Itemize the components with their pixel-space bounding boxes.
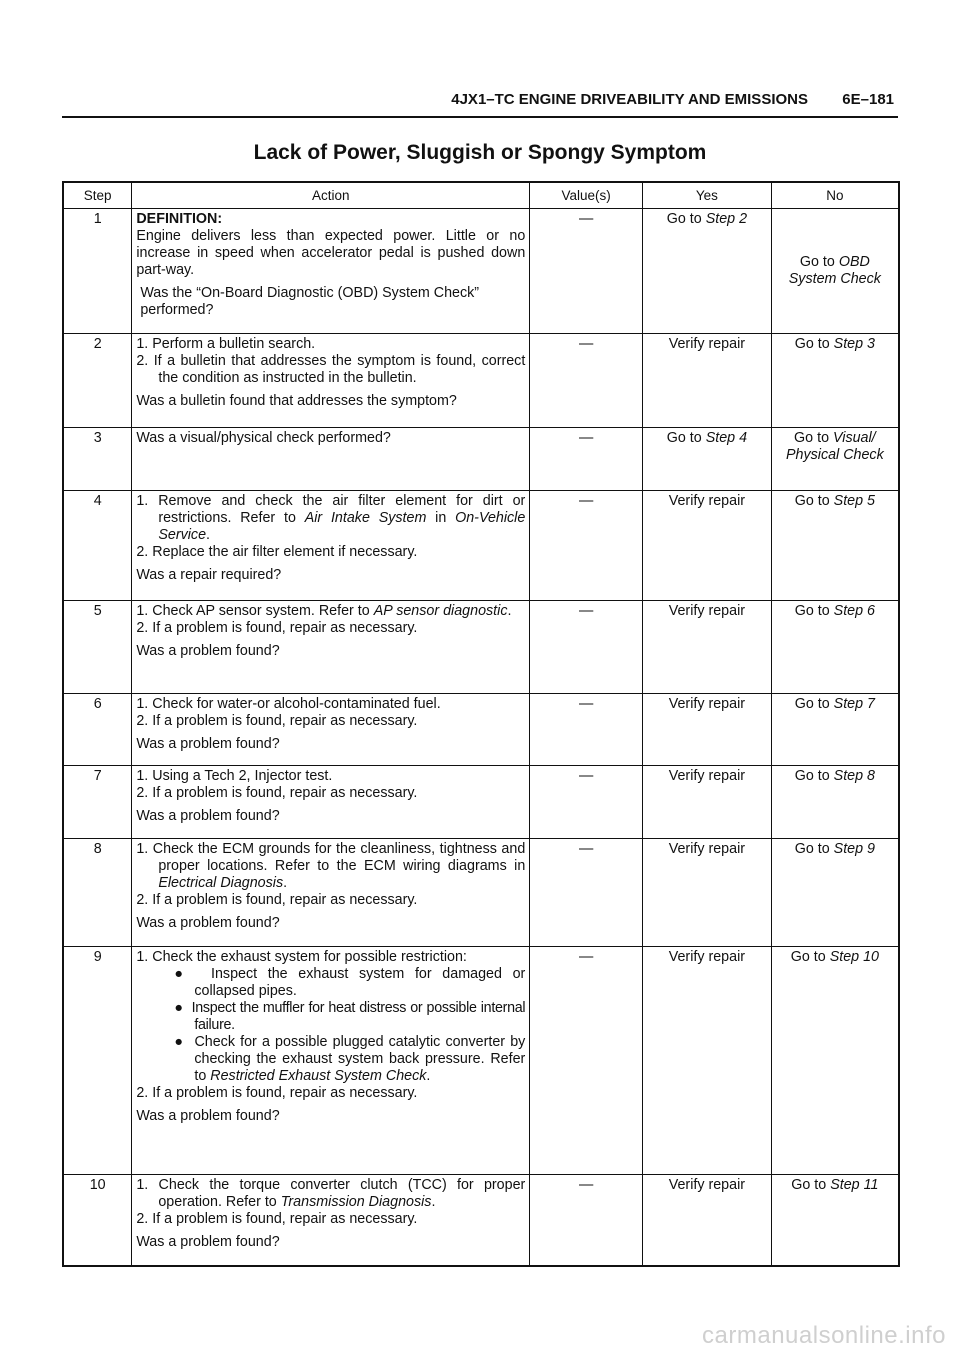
step-link[interactable]: Step 4 bbox=[705, 430, 748, 446]
table-row bbox=[63, 947, 899, 1175]
yes-cell: Verify repair bbox=[643, 839, 772, 947]
yes-cell: Verify repair bbox=[643, 947, 772, 1175]
go-to-label: Go to bbox=[794, 430, 830, 446]
go-to-label: Go to bbox=[794, 603, 830, 619]
table-row bbox=[63, 428, 899, 491]
no-cell bbox=[771, 209, 899, 334]
action-item: 1. Remove and check the air filter element for dirt or restrictions. Refer to Air Intake System in On-Vehicle Service. bbox=[136, 493, 526, 543]
value-cell: — bbox=[530, 947, 643, 1175]
column-header-step: Step bbox=[63, 182, 132, 209]
table-header-row bbox=[63, 182, 899, 209]
watermark: carmanualsonline.info bbox=[702, 1322, 946, 1349]
table-row bbox=[63, 694, 899, 766]
yes-cell bbox=[643, 428, 772, 491]
yes-cell: Verify repair bbox=[643, 1175, 772, 1266]
page-title: Lack of Power, Sluggish or Spongy Symptom bbox=[253, 141, 707, 164]
action-item: 2. If a bulletin that addresses the symptom is found, correct the condition as instructed in the bulletin. bbox=[136, 353, 526, 386]
action-item: 1. Check the torque converter clutch (TCC) for proper operation. Refer to Transmission Diagnosis. bbox=[136, 1177, 526, 1210]
go-to-label: Go to bbox=[666, 211, 702, 227]
question: Was a visual/physical check performed? bbox=[136, 430, 391, 446]
action-item: 1. Check the ECM grounds for the cleanliness, tightness and proper locations. Refer to the ECM wiring diagrams in Electrical Diagnosis. bbox=[136, 841, 526, 891]
action-item: 1. Check for water-or alcohol-contaminated fuel. bbox=[136, 696, 441, 712]
go-to-label: Go to bbox=[666, 430, 702, 446]
go-to-label: Go to bbox=[794, 336, 830, 352]
bullet-text: Inspect the exhaust system for damaged or collapsed pipes. bbox=[194, 966, 526, 999]
question: Was a repair required? bbox=[136, 567, 282, 583]
step-number: 8 bbox=[63, 839, 132, 947]
no-cell bbox=[771, 1175, 899, 1266]
reference-link[interactable]: Electrical Diagnosis bbox=[158, 875, 284, 891]
value-cell: — bbox=[530, 766, 643, 839]
go-to-label: Go to bbox=[794, 493, 830, 509]
question: Was a bulletin found that addresses the symptom? bbox=[136, 393, 457, 409]
table-row bbox=[63, 209, 899, 334]
action-cell bbox=[132, 1175, 530, 1266]
definition-text: Engine delivers less than expected power. Little or no increase in speed when accelerator pedal is pushed down part-way. bbox=[136, 228, 526, 278]
page-header bbox=[62, 88, 898, 118]
no-cell bbox=[771, 766, 899, 839]
table-row bbox=[63, 766, 899, 839]
question: Was a problem found? bbox=[136, 736, 280, 752]
question: Was a problem found? bbox=[136, 915, 280, 931]
value-cell: — bbox=[530, 428, 643, 491]
go-to-label: Go to bbox=[790, 949, 826, 965]
action-item: 2. If a problem is found, repair as necessary. bbox=[136, 785, 418, 801]
bullet-icon: ● bbox=[174, 1000, 184, 1016]
action-item: 1. Check the exhaust system for possible restriction: bbox=[136, 949, 467, 965]
go-to-label: Go to bbox=[799, 253, 835, 270]
action-cell bbox=[132, 334, 530, 428]
yes-cell: Verify repair bbox=[643, 334, 772, 428]
action-text: 1. Check the ECM grounds for the cleanliness, tightness and proper locations. Refer to the ECM wiring diagrams in bbox=[136, 841, 526, 874]
table-row bbox=[63, 491, 899, 601]
bullet-item bbox=[136, 1000, 525, 1034]
table-row bbox=[63, 839, 899, 947]
action-text: 1. Check AP sensor system. Refer to bbox=[136, 603, 370, 619]
action-cell bbox=[132, 947, 530, 1175]
action-cell bbox=[132, 209, 530, 334]
value-cell: — bbox=[530, 694, 643, 766]
step-link[interactable]: Step 10 bbox=[829, 949, 879, 965]
reference-link[interactable]: AP sensor diagnostic bbox=[373, 603, 508, 619]
action-item: 2. If a problem is found, repair as necessary. bbox=[136, 713, 418, 729]
action-cell bbox=[132, 839, 530, 947]
column-header-values: Value(s) bbox=[530, 182, 643, 209]
bullet-text: Inspect the muffler for heat distress or possible internal failure. bbox=[191, 1000, 526, 1033]
step-number: 2 bbox=[63, 334, 132, 428]
action-item: 1. Perform a bulletin search. bbox=[136, 336, 316, 352]
yes-cell: Verify repair bbox=[643, 491, 772, 601]
no-cell bbox=[771, 334, 899, 428]
no-cell bbox=[771, 947, 899, 1175]
step-link[interactable]: Step 9 bbox=[833, 841, 875, 857]
value-cell: — bbox=[530, 209, 643, 334]
yes-cell: Verify repair bbox=[643, 694, 772, 766]
action-item: 2. Replace the air filter element if necessary. bbox=[136, 544, 418, 560]
reference-link[interactable]: Restricted Exhaust System Check bbox=[210, 1068, 427, 1084]
step-number: 9 bbox=[63, 947, 132, 1175]
step-number: 4 bbox=[63, 491, 132, 601]
step-number: 1 bbox=[93, 211, 102, 227]
bullet-icon: ● bbox=[174, 1034, 185, 1050]
yes-cell bbox=[643, 209, 772, 334]
question: Was the “On-Board Diagnostic (OBD) System Check” performed? bbox=[140, 285, 480, 318]
go-to-label: Go to bbox=[794, 696, 830, 712]
yes-cell: Verify repair bbox=[643, 766, 772, 839]
table-row bbox=[63, 601, 899, 694]
value-cell: — bbox=[530, 839, 643, 947]
step-link[interactable]: Step 11 bbox=[830, 1177, 879, 1193]
bullet-item bbox=[136, 966, 525, 1000]
action-cell bbox=[132, 428, 530, 491]
step-link[interactable]: Step 8 bbox=[833, 768, 875, 784]
question: Was a problem found? bbox=[136, 1234, 280, 1250]
obd-check-link[interactable]: OBD System Check bbox=[788, 253, 881, 287]
value-cell: — bbox=[530, 601, 643, 694]
action-item: 1. Using a Tech 2, Injector test. bbox=[136, 768, 333, 784]
go-to-label: Go to bbox=[791, 1177, 827, 1193]
reference-link[interactable]: Transmission Diagnosis bbox=[280, 1194, 432, 1210]
no-cell bbox=[771, 839, 899, 947]
step-link[interactable]: Step 5 bbox=[833, 493, 875, 509]
bullet-item: ● Check for a possible plugged catalytic converter by checking the exhaust system back pressure. Refer to Restricted Exhaust System Check. bbox=[174, 1034, 526, 1084]
step-number: 3 bbox=[63, 428, 132, 491]
reference-link[interactable]: Air Intake System bbox=[304, 510, 427, 526]
bullet-icon: ● bbox=[174, 966, 190, 982]
action-text: 1. Remove and check the air filter element for dirt or restrictions. Refer to bbox=[136, 493, 526, 526]
action-item: 2. If a problem is found, repair as necessary. bbox=[136, 620, 418, 636]
action-item: 2. If a problem is found, repair as necessary. bbox=[136, 1085, 418, 1101]
action-cell bbox=[132, 766, 530, 839]
column-header-no: No bbox=[771, 182, 899, 209]
question: Was a problem found? bbox=[136, 1108, 280, 1124]
action-cell bbox=[132, 601, 530, 694]
step-link[interactable]: Step 7 bbox=[833, 696, 875, 712]
step-link[interactable]: Step 2 bbox=[705, 211, 748, 227]
action-item: 2. If a problem is found, repair as necessary. bbox=[136, 1211, 418, 1227]
section-title: 4JX1–TC ENGINE DRIVEABILITY AND EMISSIONS bbox=[451, 91, 808, 108]
action-cell bbox=[132, 694, 530, 766]
table-row bbox=[63, 334, 899, 428]
action-text: 1. Check the torque converter clutch (TCC) for proper operation. Refer to bbox=[136, 1177, 526, 1210]
action-cell bbox=[132, 491, 530, 601]
value-cell: — bbox=[530, 1175, 643, 1266]
question: Was a problem found? bbox=[136, 643, 280, 659]
value-cell: — bbox=[530, 334, 643, 428]
table-row bbox=[63, 1175, 899, 1266]
action-item: 1. Check AP sensor system. Refer to AP sensor diagnostic. bbox=[136, 603, 512, 619]
page-number: 6E–181 bbox=[842, 91, 894, 108]
step-number: 5 bbox=[63, 601, 132, 694]
question: Was a problem found? bbox=[136, 808, 280, 824]
no-cell bbox=[771, 601, 899, 694]
action-text: in bbox=[435, 510, 447, 526]
no-cell bbox=[771, 491, 899, 601]
go-to-label: Go to bbox=[794, 768, 830, 784]
step-link[interactable]: Step 3 bbox=[833, 336, 875, 352]
step-number: 6 bbox=[63, 694, 132, 766]
column-header-yes: Yes bbox=[643, 182, 772, 209]
step-number: 7 bbox=[63, 766, 132, 839]
column-header-action: Action bbox=[132, 182, 530, 209]
diagnostic-table bbox=[62, 181, 900, 1267]
value-cell: — bbox=[530, 491, 643, 601]
go-to-label: Go to bbox=[794, 841, 830, 857]
bullet-text: Check for a possible plugged catalytic converter by checking the exhaust system back pressure. Refer to bbox=[194, 1034, 526, 1084]
definition-label: DEFINITION: bbox=[136, 211, 223, 227]
action-item: 2. If a problem is found, repair as necessary. bbox=[136, 892, 418, 908]
yes-cell: Verify repair bbox=[643, 601, 772, 694]
visual-check-link[interactable]: Visual/ Physical Check bbox=[785, 430, 884, 463]
no-cell bbox=[771, 428, 899, 491]
step-number: 10 bbox=[63, 1175, 132, 1266]
no-cell bbox=[771, 694, 899, 766]
reference-link[interactable]: On-Vehicle Service bbox=[158, 510, 526, 543]
step-link[interactable]: Step 6 bbox=[833, 603, 875, 619]
